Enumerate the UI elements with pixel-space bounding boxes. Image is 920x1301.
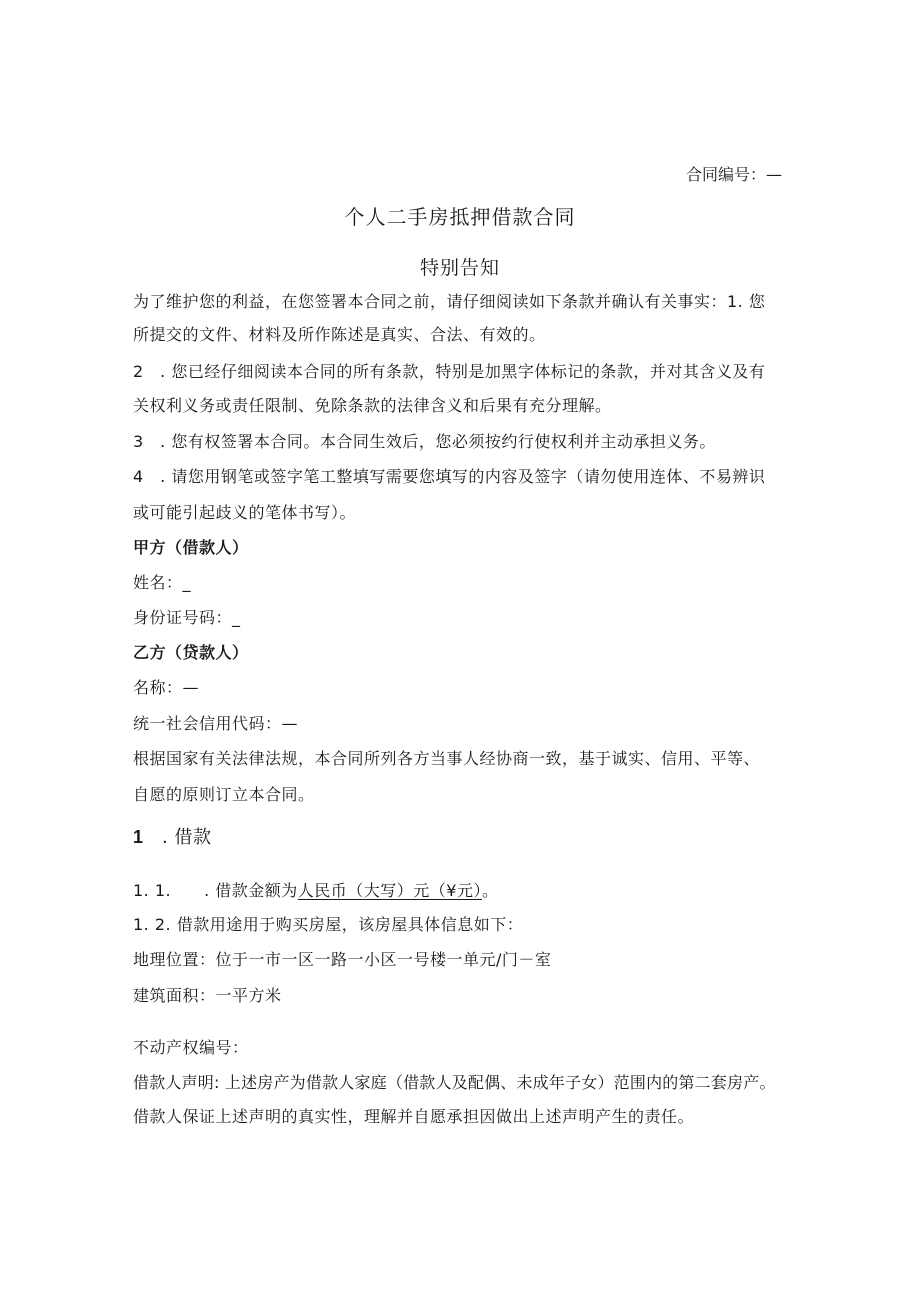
- party-b-name: 名称：—: [133, 678, 200, 697]
- preamble-line-2: 自愿的原则订立本合同。: [133, 785, 315, 804]
- party-b-heading: 乙方（贷款人）: [133, 643, 249, 662]
- clause-1-1-suffix: 。: [481, 881, 499, 900]
- party-a-name: 姓名：_: [133, 573, 192, 592]
- notice-line-6: 4 . 请您用钢笔或签字笔工整填写需要您填写的内容及签字（请勿使用连体、不易辨识: [133, 467, 766, 486]
- party-b-credit-code: 统一社会信用代码：—: [133, 714, 299, 733]
- notice-line-5: 3 . 您有权签署本合同。本合同生效后，您必须按约行使权利并主动承担义务。: [133, 432, 716, 451]
- borrower-declaration-2: 借款人保证上述声明的真实性，理解并自愿承担因做出上述声明产生的责任。: [133, 1107, 695, 1126]
- notice-line-7: 或可能引起歧义的笔体书写）。: [133, 503, 357, 522]
- section-1-title: . 借款: [143, 827, 212, 848]
- party-a-id-number: 身份证号码：_: [133, 608, 241, 627]
- borrower-declaration-1: 借款人声明: 上述房产为借款人家庭（借款人及配偶、未成年子女）范围内的第二套房产。: [133, 1073, 776, 1092]
- notice-line-2: 所提交的文件、材料及所作陈述是真实、合法、有效的。: [133, 325, 546, 344]
- section-1-number: 1: [133, 827, 144, 847]
- document-title: 个人二手房抵押借款合同: [344, 205, 576, 229]
- notice-line-3: 2 . 您已经仔细阅读本合同的所有条款，特别是加黑字体标记的条款，并对其含义及有: [133, 362, 766, 381]
- notice-line-1: 为了维护您的利益，在您签署本合同之前，请仔细阅读如下条款并确认有关事实：1. 您: [133, 292, 766, 311]
- clause-1-2: 1. 2. 借款用途用于购买房屋，该房屋具体信息如下：: [133, 915, 524, 934]
- party-a-heading: 甲方（借款人）: [133, 538, 249, 557]
- notice-line-4: 关权利义务或责任限制、免除条款的法律含义和后果有充分理解。: [133, 396, 612, 415]
- clause-1-1-prefix: 1. 1. . 借款金额为: [133, 881, 298, 900]
- property-certificate-number: 不动产权编号：: [133, 1038, 249, 1057]
- section-1-heading: [133, 826, 211, 849]
- clause-1-1: [133, 881, 499, 901]
- preamble-line-1: 根据国家有关法律法规，本合同所列各方当事人经协商一致，基于诚实、信用、平等、: [133, 749, 761, 768]
- property-area: 建筑面积：一平方米: [133, 986, 282, 1005]
- contract-number: 合同编号：—: [686, 165, 783, 184]
- notice-heading: 特别告知: [419, 257, 500, 279]
- loan-amount-field: 人民币（大写）元（¥元）: [297, 881, 482, 900]
- property-location: 地理位置：位于一市一区一路一小区一号楼一单元/门－室: [133, 950, 552, 969]
